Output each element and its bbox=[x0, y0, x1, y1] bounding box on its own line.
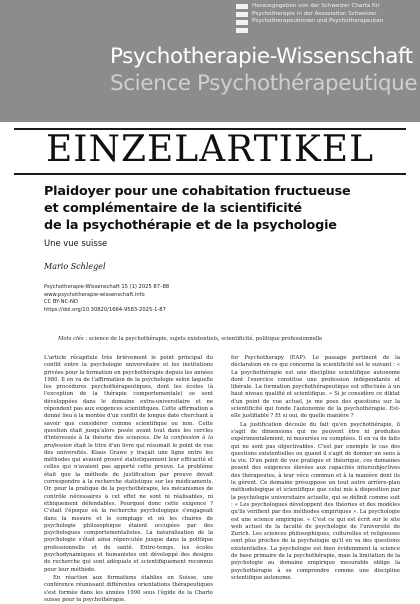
keywords-text: science de la psychothérapie, sujets existentiels, scientificité, politique professionnelle bbox=[88, 336, 323, 342]
article-title-line: de la psychothérapie et de la psychologie bbox=[44, 218, 337, 233]
body-text: L'article récapitule très brièvement le point principal du conflit entre la psychologie universitaire et les institutions privées pour la formation en psychothérapie depuis les années 1980. Il en va de l'affirmation de la psychologie selon laquelle les procédures psychothérapeutiques, dont les écoles (à l'exception de la thérapie comportementale) se sont développées dans le domaine extra-universitaire et ne répondent pas aux exigences scientifiques. Cette affirmation a donné lieu à la montée d'un conflit de longue date cherchant à savoir que considérer comme scientifique ou non. Cette question était jusqu'alors posée avant tout dans les cercles d'intéressés à la théorie des sciences. bbox=[44, 355, 213, 442]
license-label: CC BY-NC-ND bbox=[44, 299, 78, 306]
article-title-line: et complémentaire de la scientificité bbox=[44, 201, 302, 216]
citation-line: Psychotherapie-Wissenschaft 15 (1) 2025 87–88 bbox=[44, 284, 170, 290]
body-paragraph: for Psychotherapy (EAP). Le passage pertinent de la déclaration en ce qui concerne la scientificité est le suivant : « La psychothérapie est une discipline scientifique autonome dont l'exercice constitue une profession indépendante et libérale. La formation psychothérapeutique est effectuée à un haut niveau qualifié et scientifique. » Si je considère ce diktat d'un point de vue actuel, je me pose des questions sur la scientificité qui fonde l'autonomie de la psychothérapie. Est-elle justifiable ? Et si oui, de quelle manière ? bbox=[231, 355, 400, 420]
publisher-note-line: Psychotherapeutinnen und Psychotherapeuten bbox=[252, 18, 384, 25]
book-title: De la confession à la profession bbox=[44, 435, 213, 449]
article-title-line: Plaidoyer pour une cohabitation fructueuse bbox=[44, 184, 351, 199]
body-paragraph: En réaction aux formations établies en Suisse, une conférence réunissant différentes orientations thérapeutiques s'est formée dans les années 1990 sous l'égide de la Charte suisse pour la psychothérapie. bbox=[44, 574, 213, 603]
article-author: Mario Schlegel bbox=[44, 262, 106, 271]
body-paragraph: La justification découle du fait qu'en psychothérapie, il s'agit de dimensions qui ne peuvent être ni produites expérimentalement, ni mesurées ou comptées. Il en va de faits qui ne sont pas objectivables. C'est par exemple le cas des questions existentielles ou quand il s'agit de donner un sens à la vie. D'un point de vue pratique et théorique, ces domaines posent des exigences élevées aux capacités intersubjectives des thérapeutes, à leur vécu commun et à la manière dont ils le gèrent. Ce domaine présuppose un tout autre arrière-plan méthodologique et scientifique que celui mis à disposition par la psychologie universitaire actuelle, qui se définit comme suit : « Les psychologues développent des théories et des modèles qu'ils vérifient par des méthodes empiriques ». La psychologie est une science empirique. « C'est ce qui est écrit sur le site web actuel de la faculté de psychologie de l'université de Zurich. Les sciences philosophiques, culturelles et religieuses sont plus proches de la psychologie qu'il en va des questions existentielles. La psychologie est bien évidemment la science de base primaire de la psychothérapie, mais la limitation de la psychologie au domaine empirique mesurable oblige la psychothérapie à se comprendre comme une discipline scientifique autonome. bbox=[231, 421, 400, 581]
journal-name-french: Science Psychothérapeutique bbox=[110, 71, 418, 96]
article-subtitle: Une vue suisse bbox=[44, 238, 108, 248]
keywords-line bbox=[58, 336, 322, 342]
journal-website-link[interactable]: www.psychotherapie-wissenschaft.info bbox=[44, 291, 145, 298]
citation-meta bbox=[44, 284, 169, 314]
doi-link[interactable]: https://doi.org/10.30820/1664-9583-2025-1-87 bbox=[44, 306, 166, 313]
body-text: était le titre d'un livre qui résumait le point de vue des universités. Klaus Grawe y traçait une ligne entre les méthodes qui avaient prouvé statistiquement leur efficacité et celles qui n'avaient pas apporté cette preuve. Le problème était que la méthode de justification par preuve devait correspondre à la recherche statistique sur les médicaments. Or, pour la pratique de la psychothérapie, les mécanismes de contrôle nécessaires à cet effet ne sont ni réalisables, ni éthiquement défendables. Pourquoi donc cette exigence ? C'était l'époque où la recherche psychologique s'engageait dans la mesure et le comptage et où les chaires de psychologie philosophique étaient occupées par des psychologues comportementalistes. La naturalisation de la psychologie s'était ainsi répercutée jusque dans la politique professionnelle et de santé. Entre-temps, les écoles psychodynamiques et humanistes ont développé des designs de recherche qui sont adéquats et scientifiquement reconnus pour leur méthode. bbox=[44, 442, 213, 573]
publisher-note-line: Herausgegeben von der Schweizer Charta für bbox=[252, 3, 380, 9]
section-title: EINZELARTIKEL bbox=[46, 129, 374, 170]
article-title bbox=[44, 183, 404, 234]
body-paragraph bbox=[44, 355, 213, 574]
publisher-note-line: Psychotherapie in der Assoziation Schweizer bbox=[252, 10, 377, 17]
publisher-note bbox=[252, 3, 420, 26]
section-rule-bottom bbox=[14, 173, 406, 175]
charta-logo-icon bbox=[236, 4, 248, 34]
journal-banner bbox=[0, 0, 420, 122]
keywords-label: Mots clés : bbox=[58, 336, 88, 342]
body-column-right bbox=[231, 355, 400, 595]
body-column-left bbox=[44, 355, 213, 603]
journal-name-german: Psychotherapie-Wissenschaft bbox=[110, 44, 413, 69]
